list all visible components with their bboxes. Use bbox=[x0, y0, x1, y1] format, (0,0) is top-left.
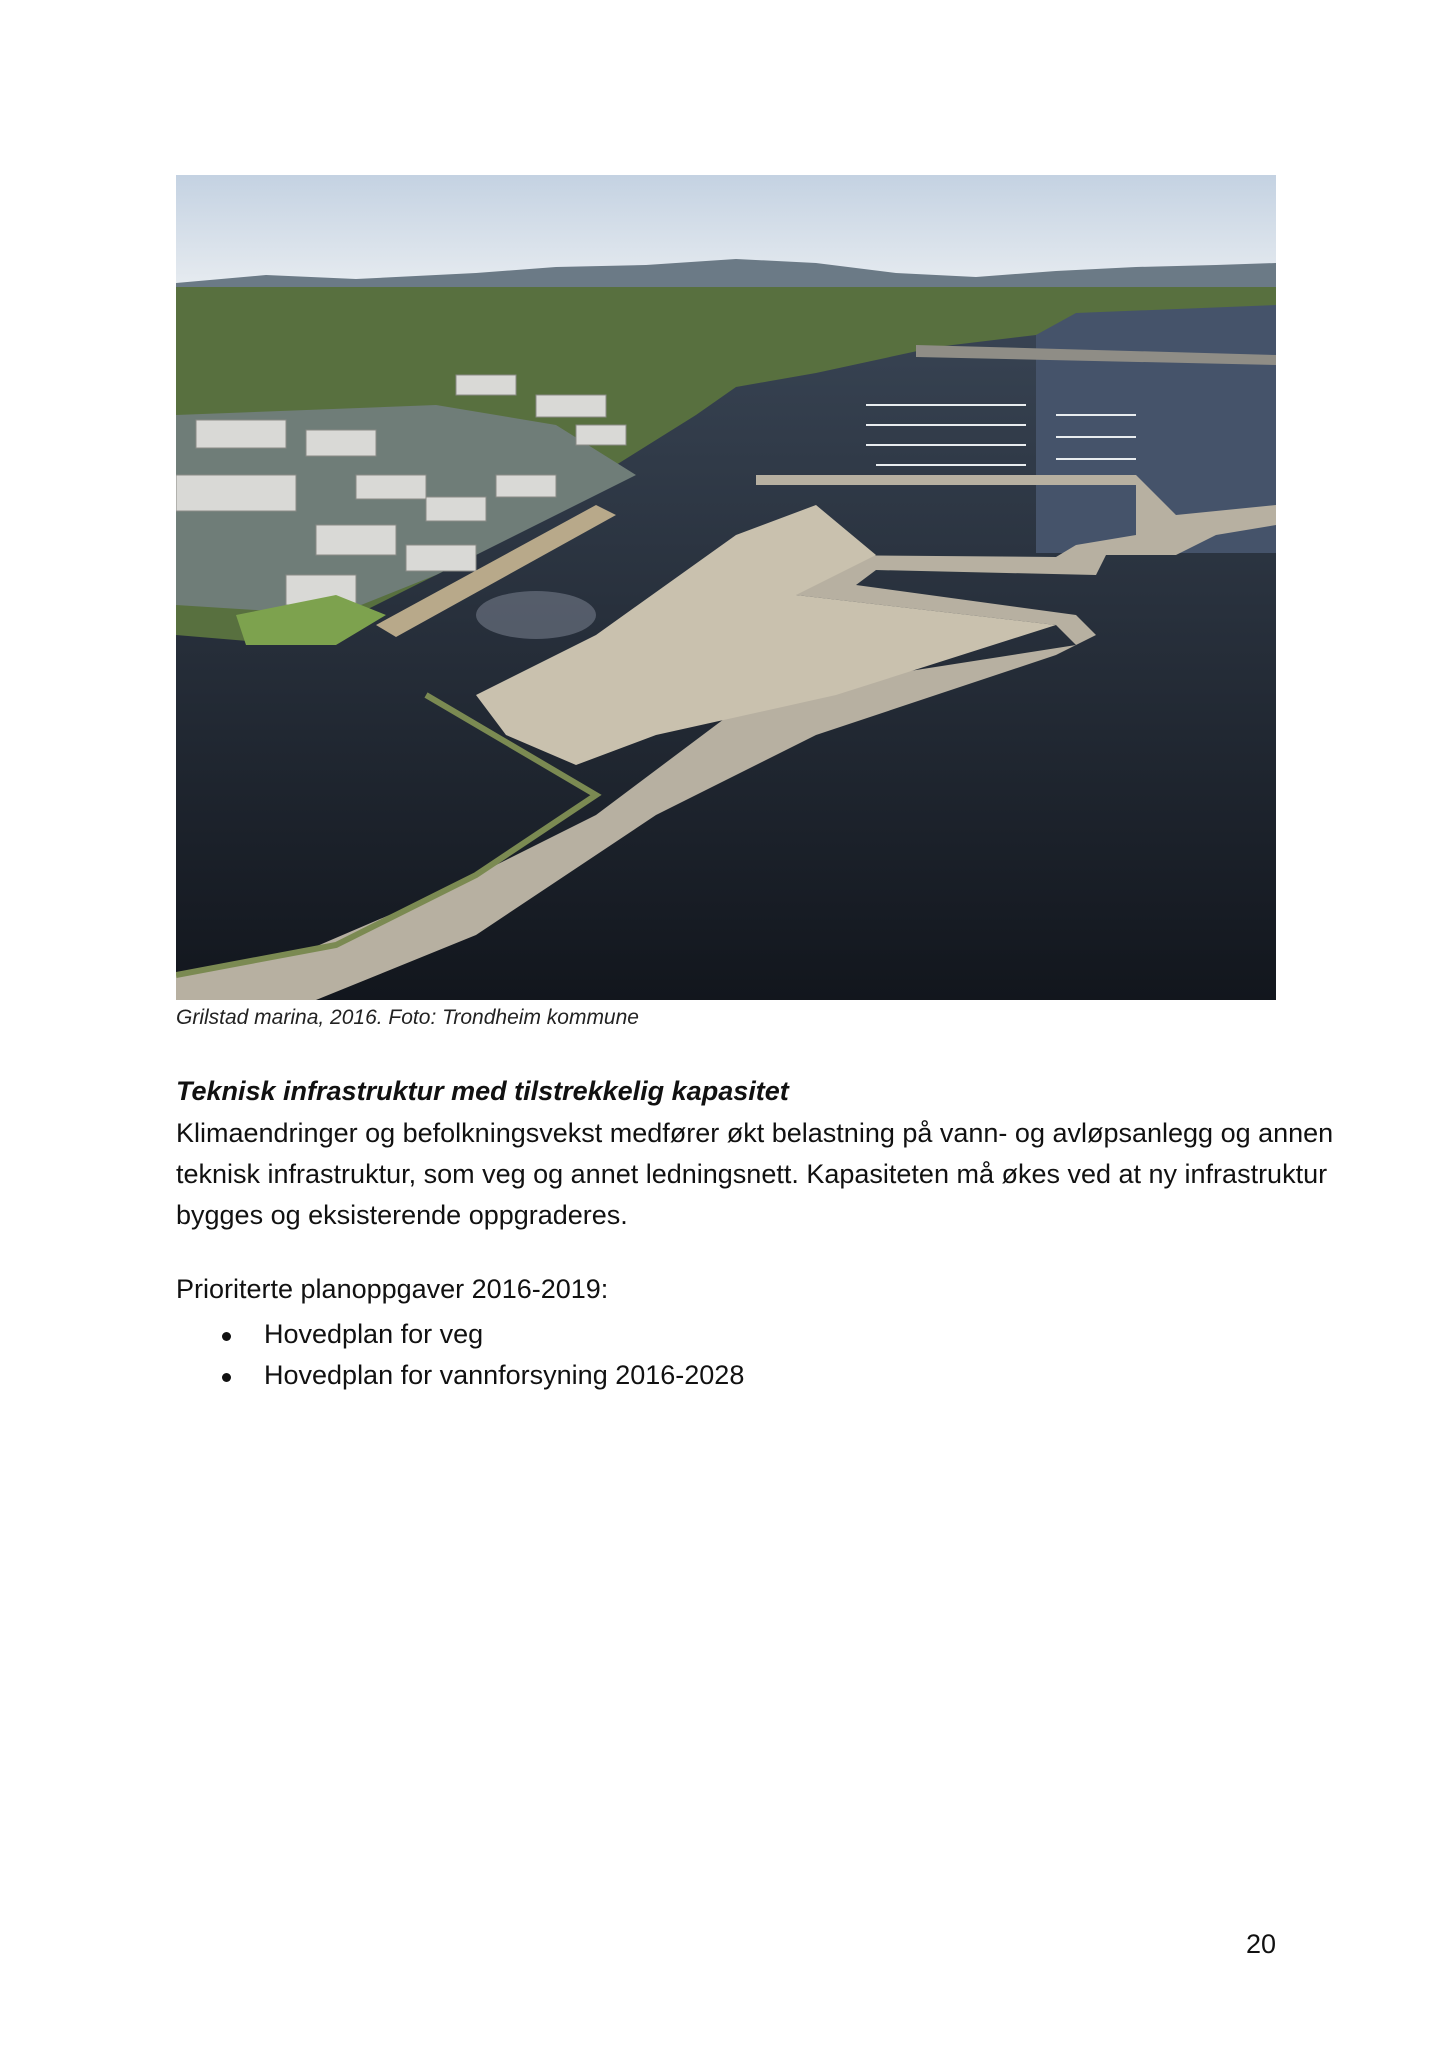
list-item bbox=[176, 1314, 744, 1355]
list-item-text: Hovedplan for vannforsyning 2016-2028 bbox=[264, 1360, 745, 1390]
bullet-icon bbox=[222, 1332, 231, 1341]
list-intro: Prioriterte planoppgaver 2016-2019: bbox=[176, 1274, 609, 1304]
cloud-reflection bbox=[476, 591, 596, 639]
section-heading: Teknisk infrastruktur med tilstrekkelig kapasitet bbox=[176, 1076, 789, 1106]
photo-caption: Grilstad marina, 2016. Foto: Trondheim kommune bbox=[176, 1006, 639, 1029]
bullet-icon bbox=[222, 1373, 231, 1382]
marina-aerial-photo bbox=[176, 175, 1276, 1000]
photo-illustration bbox=[176, 175, 1276, 1000]
page-number: 20 bbox=[1246, 1929, 1277, 1959]
section-paragraph: Klimaendringer og befolkningsvekst medfører økt belastning på vann- og avløpsanlegg og annen teknisk infrastruktur, som veg og annet ledningsnett. Kapasiteten må økes ved at ny infrastruktur bygges og eksisterende oppgraderes. bbox=[176, 1118, 1334, 1230]
list-item bbox=[176, 1355, 744, 1396]
list-item-text: Hovedplan for veg bbox=[264, 1319, 484, 1349]
priority-list bbox=[176, 1314, 744, 1396]
